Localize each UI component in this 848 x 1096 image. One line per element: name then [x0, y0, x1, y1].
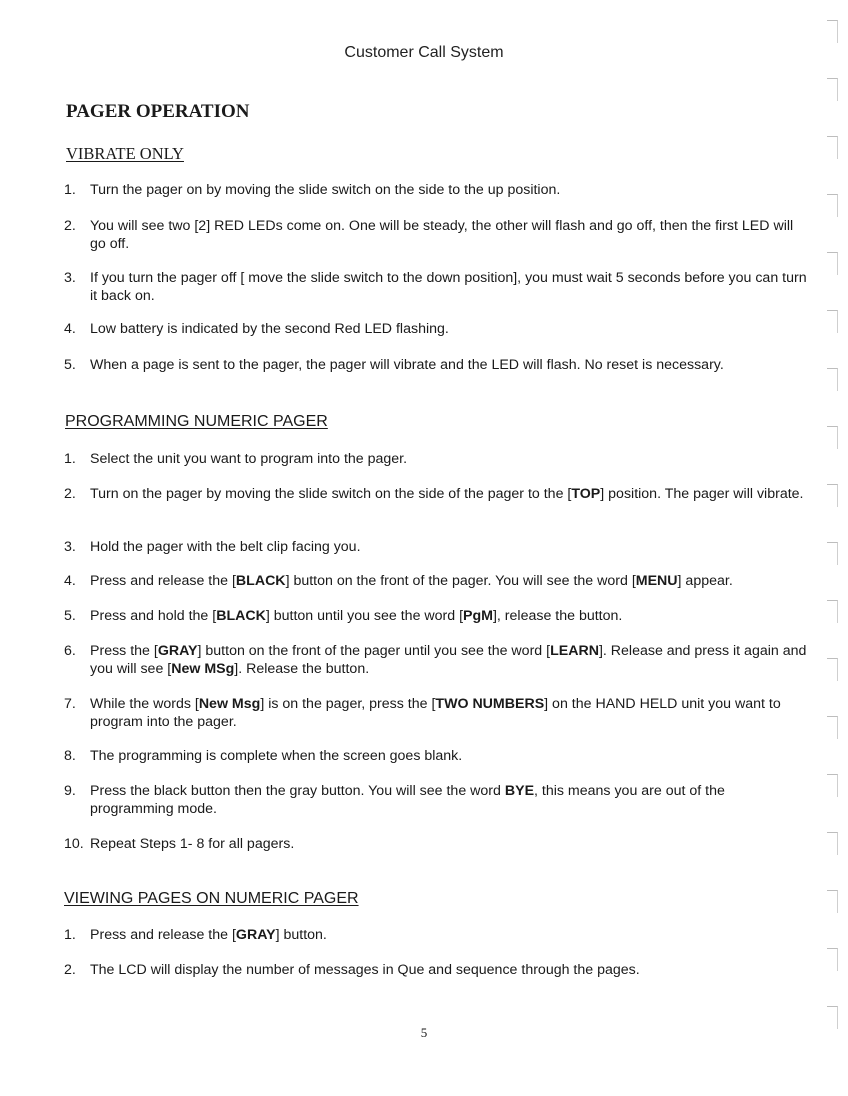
binder-tick: [827, 136, 838, 159]
text-run: ] position. The pager will vibrate.: [600, 486, 804, 502]
step-text: [90, 538, 809, 556]
step-number: 3.: [64, 270, 76, 286]
page-title: PAGER OPERATION: [66, 101, 250, 122]
text-run: The programming is complete when the screen goes blank.: [90, 748, 463, 764]
step-item: [64, 572, 809, 590]
step-text: [90, 572, 809, 590]
binder-tick: [827, 890, 838, 913]
step-text: [90, 926, 809, 944]
step-text: [90, 485, 809, 503]
text-run: Repeat Steps 1- 8 for all pagers.: [90, 836, 295, 852]
text-run: Hold the pager with the belt clip facing you.: [90, 539, 361, 555]
binder-tick: [827, 658, 838, 681]
step-number: 2.: [64, 962, 76, 978]
bold-term: GRAY: [157, 643, 198, 659]
step-text: [90, 695, 809, 731]
step-number: 4.: [64, 321, 76, 337]
text-run: Press the [: [90, 643, 158, 659]
text-run: You will see two [2] RED LEDs come on. One will be steady, the other will flash and go off, then the first LED will go off.: [90, 218, 794, 252]
text-run: Press and hold the [: [90, 608, 217, 624]
step-number: 8.: [64, 748, 76, 764]
step-text: [90, 961, 809, 979]
step-number: 1.: [64, 182, 76, 198]
step-item: [64, 695, 809, 731]
binder-tick: [827, 78, 838, 101]
binder-tick: [827, 426, 838, 449]
bold-term: TOP: [571, 486, 601, 502]
text-run: The LCD will display the number of messages in Que and sequence through the pages.: [90, 962, 640, 978]
step-text: [90, 450, 809, 468]
binder-tick: [827, 600, 838, 623]
bold-term: New Msg: [198, 696, 261, 712]
binder-tick: [827, 832, 838, 855]
binder-tick: [827, 542, 838, 565]
binder-tick: [827, 484, 838, 507]
binder-edge-marks: [826, 20, 838, 1080]
binder-tick: [827, 948, 838, 971]
text-run: ] button on the front of the pager. You will see the word [: [285, 573, 636, 589]
text-run: Low battery is indicated by the second Red LED flashing.: [90, 321, 449, 337]
text-run: While the words [: [90, 696, 199, 712]
text-run: If you turn the pager off [ move the slide switch to the down position], you must wait 5 seconds before you can turn it back on.: [90, 270, 807, 304]
binder-tick: [827, 252, 838, 275]
text-run: ]. Release and press it again and you will see [: [90, 643, 807, 677]
bold-term: BLACK: [235, 573, 286, 589]
step-item: [64, 485, 809, 503]
step-number: 9.: [64, 783, 76, 799]
step-item: [64, 217, 809, 253]
step-item: [64, 450, 809, 468]
text-run: ] is on the pager, press the [: [260, 696, 436, 712]
step-item: [64, 747, 809, 765]
step-item: [64, 320, 809, 338]
step-item: [64, 356, 809, 374]
step-number: 2.: [64, 486, 76, 502]
step-number: 4.: [64, 573, 76, 589]
bold-term: New MSg: [171, 661, 235, 677]
text-run: Turn the pager on by moving the slide switch on the side to the up position.: [90, 182, 561, 198]
section-heading-vibrate-only: VIBRATE ONLY: [66, 144, 184, 163]
step-item: [64, 926, 809, 944]
step-text: [90, 320, 809, 338]
step-number: 5.: [64, 608, 76, 624]
step-number: 1.: [64, 451, 76, 467]
text-run: Turn on the pager by moving the slide switch on the side of the pager to the [: [90, 486, 572, 502]
binder-tick: [827, 310, 838, 333]
text-run: Select the unit you want to program into the pager.: [90, 451, 408, 467]
step-text: [90, 607, 809, 625]
text-run: Press and release the [: [90, 927, 236, 943]
bold-term: GRAY: [235, 927, 276, 943]
document-header: Customer Call System: [344, 44, 504, 61]
step-text: [90, 642, 809, 678]
text-run: ] button on the front of the pager until you see the word [: [197, 643, 551, 659]
step-item: [64, 181, 809, 199]
binder-tick: [827, 20, 838, 43]
step-item: [64, 607, 809, 625]
binder-tick: [827, 716, 838, 739]
step-text: [90, 269, 809, 305]
step-item: [64, 269, 809, 305]
step-number: 1.: [64, 927, 76, 943]
page-number: 5: [420, 1025, 428, 1040]
step-text: [90, 782, 809, 818]
step-text: [90, 835, 809, 853]
step-number: 7.: [64, 696, 76, 712]
bold-term: MENU: [635, 573, 678, 589]
text-run: ], release the button.: [492, 608, 623, 624]
step-text: [90, 217, 809, 253]
step-item: [64, 835, 809, 853]
text-run: Press and release the [: [90, 573, 236, 589]
step-text: [90, 747, 809, 765]
text-run: ] on the HAND HELD unit you want to program into the pager.: [90, 696, 781, 730]
text-run: ] button.: [275, 927, 327, 943]
text-run: ] appear.: [677, 573, 733, 589]
step-item: [64, 782, 809, 818]
binder-tick: [827, 774, 838, 797]
text-run: , this means you are out of the programming mode.: [90, 783, 725, 817]
section-heading-viewing-pages: VIEWING PAGES ON NUMERIC PAGER: [64, 890, 359, 907]
bold-term: PgM: [463, 608, 493, 624]
step-number: 2.: [64, 218, 76, 234]
section-heading-programming-numeric-pager: PROGRAMMING NUMERIC PAGER: [65, 413, 328, 430]
text-run: Press the black button then the gray button. You will see the word: [90, 783, 505, 799]
bold-term: BYE: [504, 783, 535, 799]
step-number: 10.: [64, 836, 84, 852]
text-run: When a page is sent to the pager, the pager will vibrate and the LED will flash. No reset is necessary.: [90, 357, 724, 373]
step-text: [90, 356, 809, 374]
step-item: [64, 961, 809, 979]
binder-tick: [827, 1006, 838, 1029]
binder-tick: [827, 194, 838, 217]
step-text: [90, 181, 809, 199]
text-run: ] button until you see the word [: [265, 608, 464, 624]
bold-term: LEARN: [550, 643, 599, 659]
text-run: ]. Release the button.: [234, 661, 370, 677]
bold-term: TWO NUMBERS: [435, 696, 545, 712]
binder-tick: [827, 368, 838, 391]
step-number: 6.: [64, 643, 76, 659]
step-number: 5.: [64, 357, 76, 373]
step-item: [64, 538, 809, 556]
step-item: [64, 642, 809, 678]
bold-term: BLACK: [216, 608, 266, 624]
step-number: 3.: [64, 539, 76, 555]
